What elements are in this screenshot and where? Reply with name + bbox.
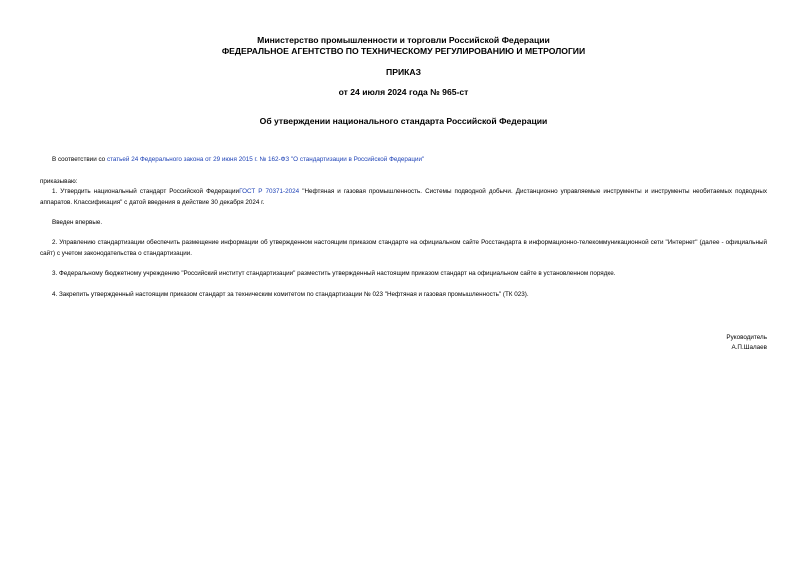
- intro-prefix: В соответствии со: [52, 156, 107, 163]
- agency-title: ФЕДЕРАЛЬНОЕ АГЕНТСТВО ПО ТЕХНИЧЕСКОМУ РЕГУЛИРОВАНИЮ И МЕТРОЛОГИИ: [221, 46, 586, 56]
- first-time-note: Введен впервые.: [52, 219, 103, 226]
- item-1-suffix: "Нефтяная и газовая промышленность. Системы подводной добычи. Дистанционно управляемые инструменты и инструменты необитаемых подводных аппаратов. Классификация" с датой введения в действие 30 декабря 2024 г.: [40, 188, 767, 206]
- doc-subject: Об утверждении национального стандарта Российской Федерации: [259, 116, 548, 126]
- signature-title: Руководитель: [726, 334, 767, 341]
- doc-date-number: от 24 июля 2024 года № 965-ст: [338, 87, 469, 97]
- item-4-paragraph: 4. Закрепить утвержденный настоящим приказом стандарт за техническим комитетом по стандартизации № 023 "Нефтяная и газовая промышленность" (ТК 023).: [52, 291, 529, 298]
- gost-link[interactable]: ГОСТ Р 70371-2024: [239, 188, 300, 195]
- item-1-prefix: 1. Утвердить национальный стандарт Российской Федерации: [52, 188, 240, 195]
- item-2-paragraph: 2. Управлению стандартизации обеспечить размещение информации об утвержденном настоящим приказом стандарте на официальном сайте Росстандарта в информационно-телекоммуникационной сети "Интернет" (далее - официальный сайт) с учетом законодательства о стандартизации.: [40, 239, 767, 257]
- item-1-paragraph: [40, 187, 767, 208]
- signature-name: А.П.Шалаев: [731, 344, 767, 351]
- doc-type: ПРИКАЗ: [386, 67, 421, 77]
- order-word: приказываю:: [40, 178, 78, 185]
- federal-law-link[interactable]: статьей 24 Федерального закона от 29 июня 2015 г. № 162-ФЗ "О стандартизации в Российской Федерации": [106, 156, 425, 163]
- item-3-paragraph: 3. Федеральному бюджетному учреждению "Российский институт стандартизации" разместить утвержденный настоящим приказом стандарт на официальном сайте в установленном порядке.: [52, 270, 616, 277]
- intro-paragraph: [52, 155, 767, 166]
- ministry-title: Министерство промышленности и торговли Российской Федерации: [257, 35, 550, 45]
